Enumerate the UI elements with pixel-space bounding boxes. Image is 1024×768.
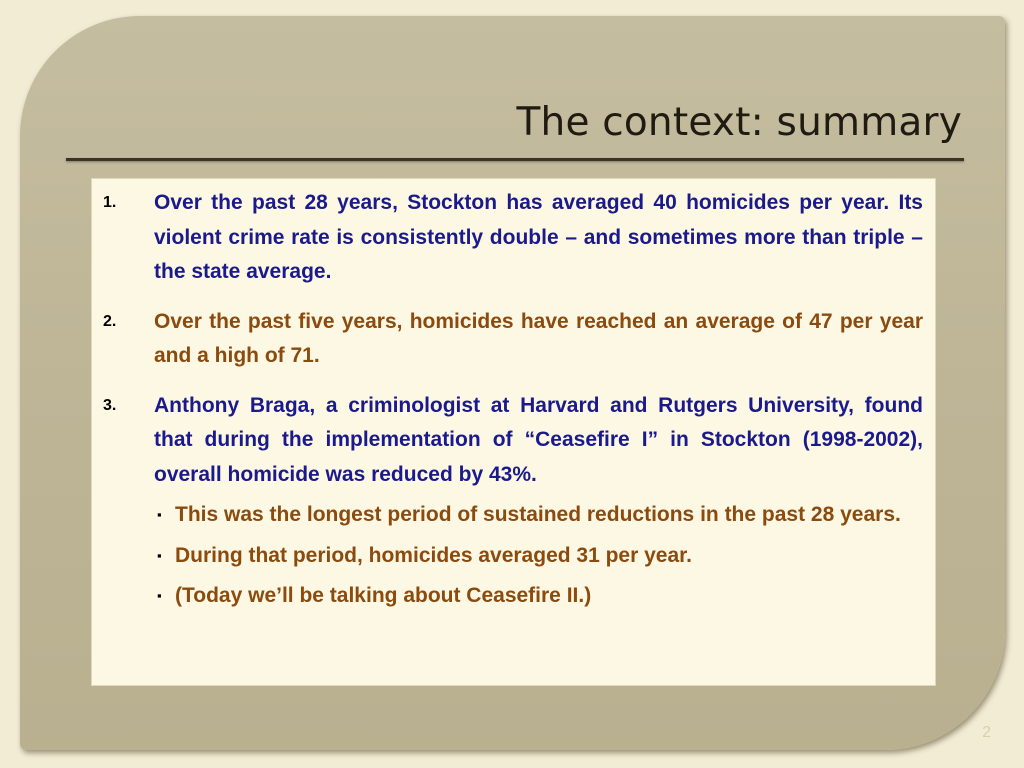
item-number: 1. bbox=[103, 194, 117, 211]
sub-item-text: During that period, homicides averaged 31 per year. bbox=[175, 543, 693, 567]
square-bullet-icon: ▪ bbox=[157, 507, 162, 522]
title-divider bbox=[66, 158, 964, 161]
item-number: 3. bbox=[103, 396, 117, 414]
sub-item-text: (Today we’ll be talking about Ceasefire II.) bbox=[175, 584, 592, 607]
square-bullet-icon: ▪ bbox=[157, 588, 162, 603]
sub-item-text: This was the longest period of sustained reductions in the past 28 years. bbox=[175, 503, 901, 526]
list-item-1 bbox=[100, 186, 923, 290]
item-text: Anthony Braga, a criminologist at Harvard and Rutgers University, found that during the implementation of “Ceasefire I” in Stockton (1998-2002), overall homicide was reduced by 43%. bbox=[154, 393, 923, 486]
list-item-2 bbox=[100, 305, 923, 374]
sub-item-2 bbox=[100, 539, 923, 574]
page-number: 2 bbox=[982, 724, 991, 741]
item-text: Over the past five years, homicides have reached an average of 47 per year and a high of 71. bbox=[154, 309, 923, 367]
slide-title: The context: summary bbox=[516, 100, 962, 145]
list-item-3 bbox=[100, 389, 923, 493]
item-number: 2. bbox=[103, 312, 117, 330]
square-bullet-icon: ▪ bbox=[157, 547, 162, 563]
item-text: Over the past 28 years, Stockton has averaged 40 homicides per year. Its violent crime rate is consistently double – and sometimes more than triple – the state average. bbox=[154, 191, 923, 283]
sub-item-1 bbox=[100, 498, 923, 533]
content-box bbox=[91, 178, 936, 686]
sub-item-3 bbox=[100, 579, 923, 614]
